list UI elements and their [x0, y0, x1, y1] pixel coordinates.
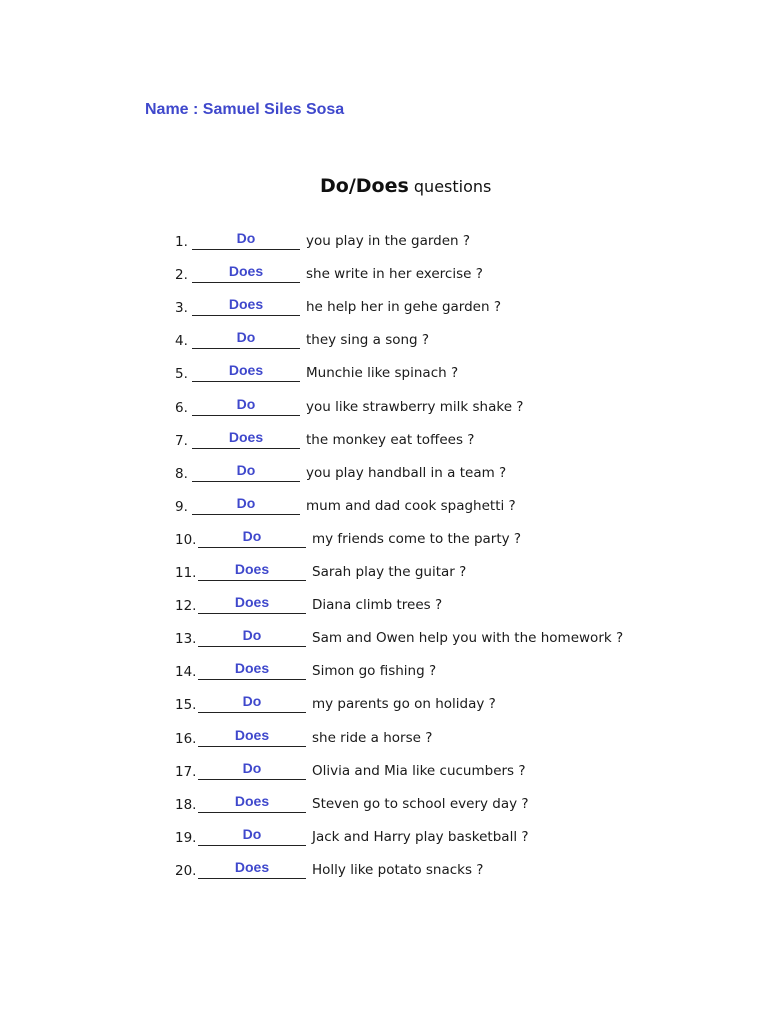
- question-text: Steven go to school every day ?: [312, 796, 529, 812]
- answer-blank[interactable]: [198, 529, 306, 548]
- question-row: [175, 526, 521, 548]
- question-number: 9.: [175, 499, 188, 515]
- answer-text: Does: [234, 727, 270, 743]
- question-row: [175, 360, 458, 382]
- answer-blank[interactable]: [198, 761, 306, 780]
- question-number: 3.: [175, 300, 188, 316]
- answer-blank[interactable]: [198, 827, 306, 846]
- question-row: [175, 228, 470, 250]
- question-text: Munchie like spinach ?: [306, 365, 459, 381]
- question-number: 16.: [175, 731, 197, 747]
- question-row: [175, 725, 432, 747]
- question-number: 6.: [175, 400, 188, 416]
- answer-text: Does: [234, 660, 270, 676]
- question-text: Diana climb trees ?: [312, 597, 443, 613]
- answer-blank[interactable]: [198, 562, 306, 581]
- question-row: [175, 460, 506, 482]
- question-number: 14.: [175, 664, 197, 680]
- question-row: [175, 592, 442, 614]
- question-text: Olivia and Mia like cucumbers ?: [312, 763, 526, 779]
- question-text: he help her in gehe garden ?: [306, 299, 501, 315]
- question-text: Simon go fishing ?: [312, 663, 437, 679]
- question-number: 5.: [175, 366, 188, 382]
- question-row: [175, 294, 501, 316]
- answer-text: Does: [228, 429, 264, 445]
- question-number: 7.: [175, 433, 188, 449]
- answer-text: Do: [242, 826, 262, 842]
- question-row: [175, 427, 474, 449]
- answer-blank[interactable]: [198, 628, 306, 647]
- question-row: [175, 493, 516, 515]
- answer-blank[interactable]: [192, 231, 300, 250]
- answer-text: Does: [234, 859, 270, 875]
- answer-text: Does: [228, 296, 264, 312]
- question-row: [175, 791, 529, 813]
- question-text: Jack and Harry play basketball ?: [312, 829, 529, 845]
- question-row: [175, 559, 466, 581]
- answer-text: Do: [236, 495, 256, 511]
- question-text: Sarah play the guitar ?: [312, 564, 467, 580]
- answer-blank[interactable]: [192, 297, 300, 316]
- question-number: 19.: [175, 830, 197, 846]
- answer-text: Does: [228, 263, 264, 279]
- question-number: 17.: [175, 764, 197, 780]
- question-number: 11.: [175, 565, 197, 581]
- question-text: you like strawberry milk shake ?: [306, 399, 524, 415]
- question-text: you play handball in a team ?: [306, 465, 507, 481]
- question-row: [175, 394, 523, 416]
- worksheet-title: [320, 175, 491, 197]
- answer-text: Does: [234, 561, 270, 577]
- question-text: my friends come to the party ?: [312, 531, 522, 547]
- question-row: [175, 625, 623, 647]
- question-text: you play in the garden ?: [306, 233, 471, 249]
- answer-text: Does: [234, 793, 270, 809]
- question-text: my parents go on holiday ?: [312, 696, 496, 712]
- answer-blank[interactable]: [192, 363, 300, 382]
- student-name: Name : Samuel Siles Sosa: [145, 101, 345, 118]
- question-text: Sam and Owen help you with the homework ?: [312, 630, 624, 646]
- answer-text: Do: [236, 329, 256, 345]
- question-row: [175, 327, 429, 349]
- question-number: 2.: [175, 267, 188, 283]
- answer-blank[interactable]: [198, 661, 306, 680]
- answer-blank[interactable]: [198, 860, 306, 879]
- question-text: mum and dad cook spaghetti ?: [306, 498, 516, 514]
- answer-text: Does: [234, 594, 270, 610]
- question-number: 8.: [175, 466, 188, 482]
- question-number: 12.: [175, 598, 197, 614]
- question-text: she write in her exercise ?: [306, 266, 483, 282]
- question-row: [175, 261, 483, 283]
- answer-text: Do: [242, 693, 262, 709]
- answer-blank[interactable]: [198, 728, 306, 747]
- question-text: she ride a horse ?: [312, 730, 433, 746]
- question-row: [175, 691, 496, 713]
- answer-blank[interactable]: [192, 496, 300, 515]
- question-row: [175, 824, 529, 846]
- question-row: [175, 658, 436, 680]
- question-row: [175, 857, 483, 879]
- question-text: Holly like potato snacks ?: [312, 862, 484, 878]
- answer-blank[interactable]: [192, 430, 300, 449]
- question-text: they sing a song ?: [306, 332, 430, 348]
- question-number: 4.: [175, 333, 188, 349]
- answer-blank[interactable]: [198, 694, 306, 713]
- question-number: 1.: [175, 234, 188, 250]
- answer-blank[interactable]: [192, 463, 300, 482]
- question-row: [175, 758, 526, 780]
- question-number: 10.: [175, 532, 197, 548]
- answer-text: Do: [242, 760, 262, 776]
- answer-blank[interactable]: [198, 794, 306, 813]
- answer-blank[interactable]: [192, 397, 300, 416]
- title-rest: questions: [413, 177, 492, 196]
- title-bold: Do/Does: [320, 175, 409, 197]
- question-number: 18.: [175, 797, 197, 813]
- answer-text: Do: [236, 462, 256, 478]
- answer-text: Do: [242, 528, 262, 544]
- question-text: the monkey eat toffees ?: [306, 432, 475, 448]
- answer-text: Do: [242, 627, 262, 643]
- question-number: 13.: [175, 631, 197, 647]
- answer-blank[interactable]: [192, 264, 300, 283]
- question-number: 20.: [175, 863, 197, 879]
- answer-text: Do: [236, 396, 256, 412]
- answer-text: Does: [228, 362, 264, 378]
- answer-blank[interactable]: [198, 595, 306, 614]
- answer-text: Do: [236, 230, 256, 246]
- question-number: 15.: [175, 697, 197, 713]
- answer-blank[interactable]: [192, 330, 300, 349]
